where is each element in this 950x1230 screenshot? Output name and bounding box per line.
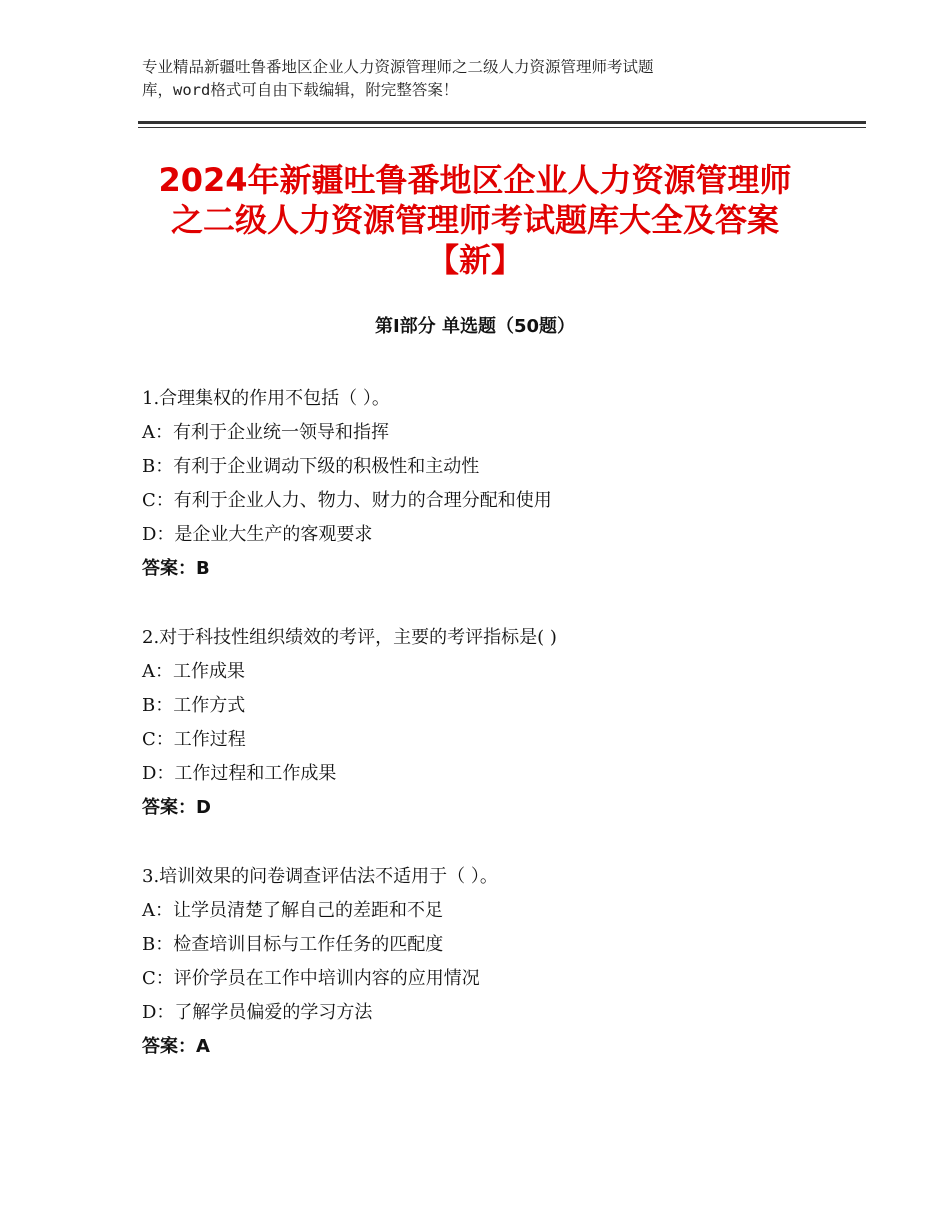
- option-b: B：有利于企业调动下级的积极性和主动性: [142, 456, 480, 477]
- answer: 答案：A: [142, 1036, 210, 1057]
- document-title: [100, 160, 850, 280]
- header-note-line-1: 专业精品新疆吐鲁番地区企业人力资源管理师之二级人力资源管理师考试题: [142, 58, 654, 76]
- answer: 答案：D: [142, 797, 211, 818]
- option-d: D：工作过程和工作成果: [142, 763, 337, 784]
- header-note-line-2: 库，word格式可自由下载编辑，附完整答案！: [142, 81, 459, 99]
- option-b: B：工作方式: [142, 695, 246, 716]
- header-divider-thick: [138, 121, 866, 124]
- question-stem: 3.培训效果的问卷调查评估法不适用于（ ）。: [142, 866, 498, 887]
- header-note: [142, 56, 782, 102]
- option-a: A：让学员清楚了解自己的差距和不足: [142, 900, 443, 921]
- question-stem: 2.对于科技性组织绩效的考评，主要的考评指标是( ): [142, 627, 557, 648]
- option-c: C：工作过程: [142, 729, 246, 750]
- question-stem: 1.合理集权的作用不包括（ ）。: [142, 388, 390, 409]
- option-d: D：是企业大生产的客观要求: [142, 524, 373, 545]
- document-title-line-3: 【新】: [426, 241, 523, 279]
- option-a: A：有利于企业统一领导和指挥: [142, 422, 389, 443]
- document-title-line-2: 之二级人力资源管理师考试题库大全及答案: [170, 201, 779, 239]
- question-1: [142, 382, 842, 586]
- answer: 答案：B: [142, 558, 210, 579]
- question-3: [142, 860, 842, 1064]
- question-2: [142, 621, 842, 825]
- option-c: C：有利于企业人力、物力、财力的合理分配和使用: [142, 490, 552, 511]
- option-b: B：检查培训目标与工作任务的匹配度: [142, 934, 444, 955]
- document-title-line-1: 2024年新疆吐鲁番地区企业人力资源管理师: [158, 161, 792, 199]
- option-a: A：工作成果: [142, 661, 245, 682]
- option-d: D：了解学员偏爱的学习方法: [142, 1002, 373, 1023]
- option-c: C：评价学员在工作中培训内容的应用情况: [142, 968, 480, 989]
- header-divider-thin: [138, 127, 866, 128]
- section-heading: 第Ⅰ部分 单选题（50题）: [374, 316, 575, 337]
